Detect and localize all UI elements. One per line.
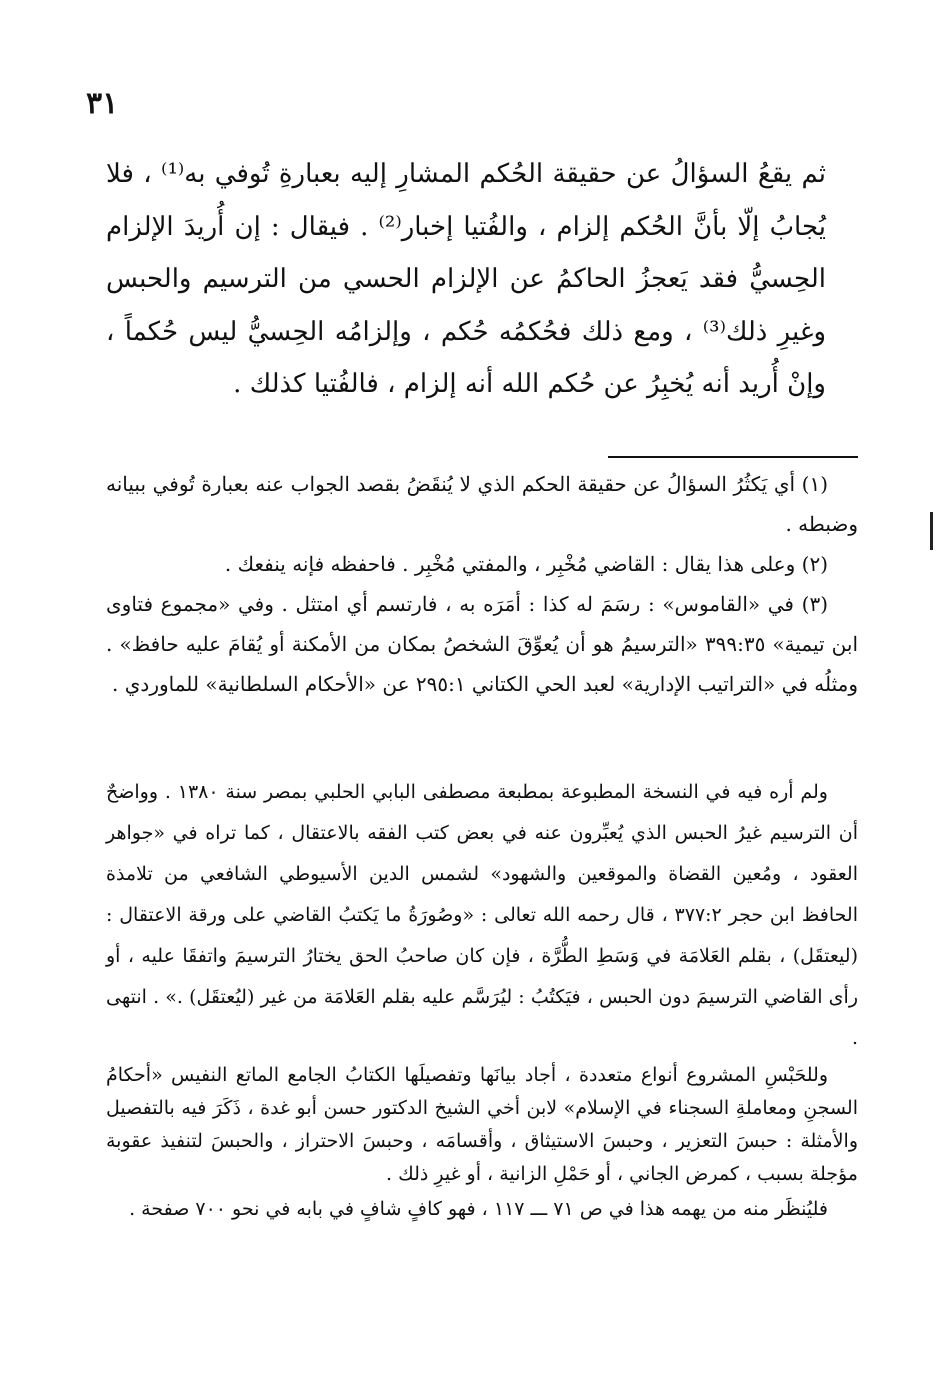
footnote-1: (١) أي يَكثُرُ السؤالُ عن حقيقة الحكم الذي لا يُنقَضُ بقصد الجواب عنه بعبارة تُوفي ببيانه وضبطه . <box>106 472 858 536</box>
footnotes <box>106 464 858 704</box>
page-number: ٣١ <box>86 86 119 121</box>
footnote-3: (٣) في «القاموس» : رسَمَ له كذا : أمَرَه به ، فارتسم أي امتثل . وفي «مجموع فتاوى ابن تيمية» ٣٩٩:٣٥ «الترسيمُ هو أن يُعوِّقَ الشخصُ بمكان من الأمكنة أو يُقامَ عليه حافظ» . ومثلُه في «التراتيب الإدارية» لعبد الحي الكتاني ٢٩٥:١ عن «الأحكام السلطانية» للماوردي . <box>106 592 858 696</box>
main-text <box>106 148 826 411</box>
main-paragraph: ثم يقعُ السؤالُ عن حقيقة الحُكم المشارِ إليه بعبارةِ تُوفي به⁽¹⁾ ، فلا يُجابُ إلّا بأنَّ الحُكم إلزام ، والفُتيا إخبار⁽²⁾ . فيقال : إن أُريدَ الإلزام الحِسيُّ فقد يَعجزُ الحاكمُ عن الإلزام الحسي من الترسيم والحبس وغيرِ ذلك⁽³⁾ ، ومع ذلك فحُكمُه حُكم ، وإلزامُه الحِسيُّ ليس حُكماً ، وإنْ أُريد أنه يُخبِرُ عن حُكم الله أنه إلزام ، فالفُتيا كذلك . <box>106 159 827 399</box>
commentary-paragraph-2: وللحَبْسِ المشروع أنواع متعددة ، أجاد بيانَها وتفصيلَها الكتابُ الجامع الماتع النفيس «أحكامُ السجنِ ومعاملةِ السجناء في الإسلام» لابن أخي الشيخ الدكتور حسن أبو غدة ، ذَكَرَ فيه بالتفصيل والأمثلة : حبسَ التعزير ، وحبسَ الاستيثاق ، وأقسامَه ، وحبسَ الاحتراز ، والحبسَ لتنفيذ عقوبة مؤجلة بسبب ، كمرض الجاني ، أو حَمْلِ الزانية ، أو غيرِ ذلك . <box>106 1064 858 1185</box>
footnote-2: (٢) وعلى هذا يقال : القاضي مُخْبِر ، والمفتي مُخْبِر . فاحفظه فإنه ينفعك . <box>224 552 828 576</box>
commentary <box>106 772 858 1226</box>
commentary-paragraph-3: فليُنظَر منه من يهمه هذا في ص ٧١ ـــ ١١٧ ، فهو كافٍ شافٍ في بابه في نحو ٧٠٠ صفحة . <box>129 1198 828 1220</box>
commentary-paragraph-1: ولم أره فيه في النسخة المطبوعة بمطبعة مصطفى البابي الحلبي بمصر سنة ١٣٨٠ . وواضحٌ أن الترسيم غيرُ الحبس الذي يُعبِّرون عنه في بعض كتب الفقه بالاعتقال ، كما تراه في «جواهر العقود ، ومُعين القضاة والموقعين والشهود» لشمس الدين الأسيوطي الشافعي من تلامذة الحافظ ابن حجر ٣٧٧:٢ ، قال رحمه الله تعالى : «وصُورَةُ ما يَكتبُ القاضي على ورقة الاعتقال : (ليعتقَل) ، بقلم العَلامَة في وَسَطِ الطُّرَّة ، فإن كان صاحبُ الحق يختارُ الترسيمَ واتفقَا عليه ، أو رأى القاضي الترسيمَ دون الحبس ، فيَكتُبُ : ليُرَسَّم عليه بقلم العَلامَة من غير (ليُعتقَل) .» . انتهى . <box>106 781 858 1049</box>
footnote-divider <box>608 456 858 458</box>
scan-edge-mark <box>930 512 933 550</box>
